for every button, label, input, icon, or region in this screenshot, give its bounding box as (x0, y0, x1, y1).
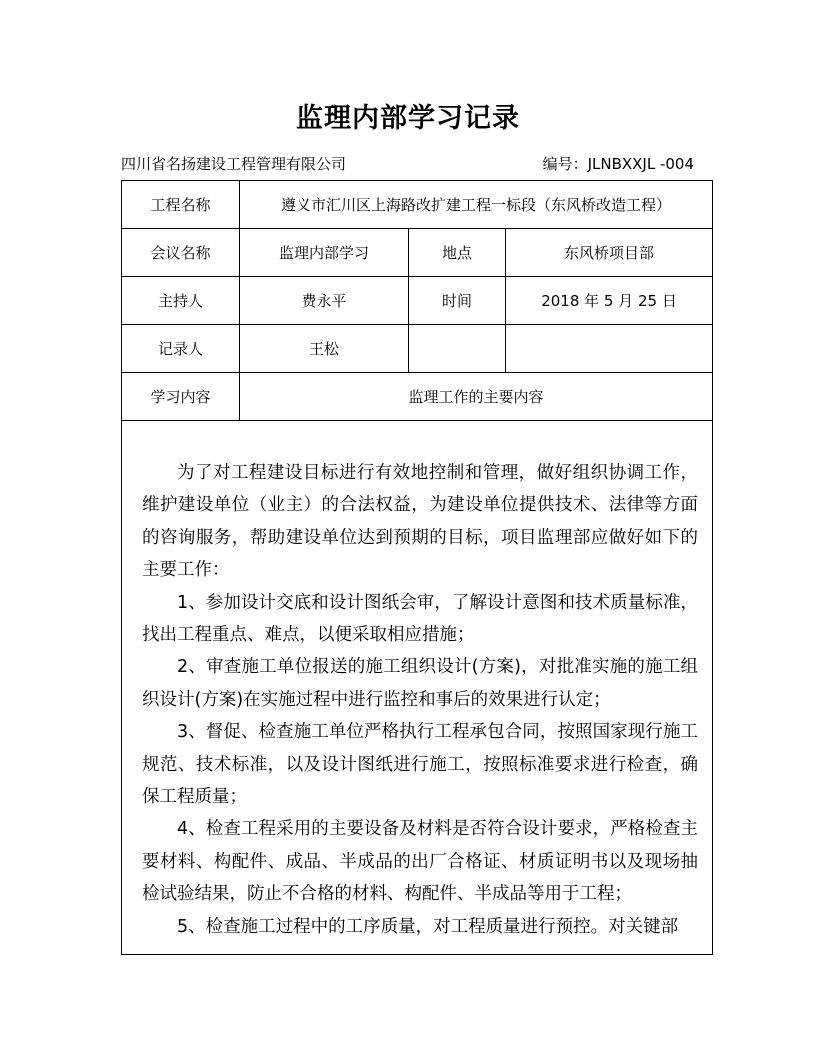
content-paragraph: 2、审查施工单位报送的施工组织设计(方案)，对批准实施的施工组织设计(方案)在实施过程中进行监控和事后的效果进行认定； (142, 657, 699, 710)
recorder-label: 记录人 (122, 325, 240, 373)
recorder-value: 王松 (240, 325, 409, 373)
project-label: 工程名称 (122, 181, 240, 229)
empty-cell (506, 325, 713, 373)
content-paragraph: 5、检查施工过程中的工序质量，对工程质量进行预控。对关键部 (177, 916, 679, 937)
row-content-topic (122, 373, 713, 421)
content-topic-value: 监理工作的主要内容 (240, 373, 713, 421)
host-value: 费永平 (240, 277, 409, 325)
document-number: 编号：JLNBXXJL -004 (542, 155, 694, 173)
location-value: 东风桥项目部 (506, 229, 713, 277)
content-paragraph: 4、检查工程采用的主要设备及材料是否符合设计要求，严格检查主要材料、构配件、成品、半成品的出厂合格证、材质证明书以及现场抽检试验结果，防止不合格的材料、构配件、半成品等用于工程； (142, 819, 699, 905)
content-body (122, 421, 712, 954)
document-title: 监理内部学习记录 (296, 103, 520, 134)
content-cell (122, 421, 713, 955)
host-label: 主持人 (122, 277, 240, 325)
organization-name: 四川省名扬建设工程管理有限公司 (121, 155, 347, 173)
time-value: 2018 年 5 月 25 日 (506, 277, 713, 325)
row-content-body (122, 421, 713, 955)
row-project (122, 181, 713, 229)
content-label: 学习内容 (122, 373, 240, 421)
record-table (121, 180, 713, 955)
row-meeting (122, 229, 713, 277)
content-paragraph: 1、参加设计交底和设计图纸会审，了解设计意图和技术质量标准，找出工程重点、难点，以便采取相应措施； (142, 592, 699, 646)
project-value: 遵义市汇川区上海路改扩建工程一标段（东风桥改造工程） (240, 181, 713, 229)
content-paragraph: 3、督促、检查施工单位严格执行工程承包合同，按照国家现行施工规范、技术标准，以及设计图纸进行施工，按照标准要求进行检查，确保工程质量； (142, 722, 699, 808)
row-recorder (122, 325, 713, 373)
row-host (122, 277, 713, 325)
empty-cell (409, 325, 506, 373)
location-label: 地点 (409, 229, 506, 277)
time-label: 时间 (409, 277, 506, 325)
meeting-value: 监理内部学习 (240, 229, 409, 277)
meeting-label: 会议名称 (122, 229, 240, 277)
content-paragraph: 为了对工程建设目标进行有效地控制和管理，做好组织协调工作，维护建设单位（业主）的合法权益，为建设单位提供技术、法律等方面的咨询服务，帮助建设单位达到预期的目标，项目监理部应做好如下的主要工作： (142, 463, 699, 581)
